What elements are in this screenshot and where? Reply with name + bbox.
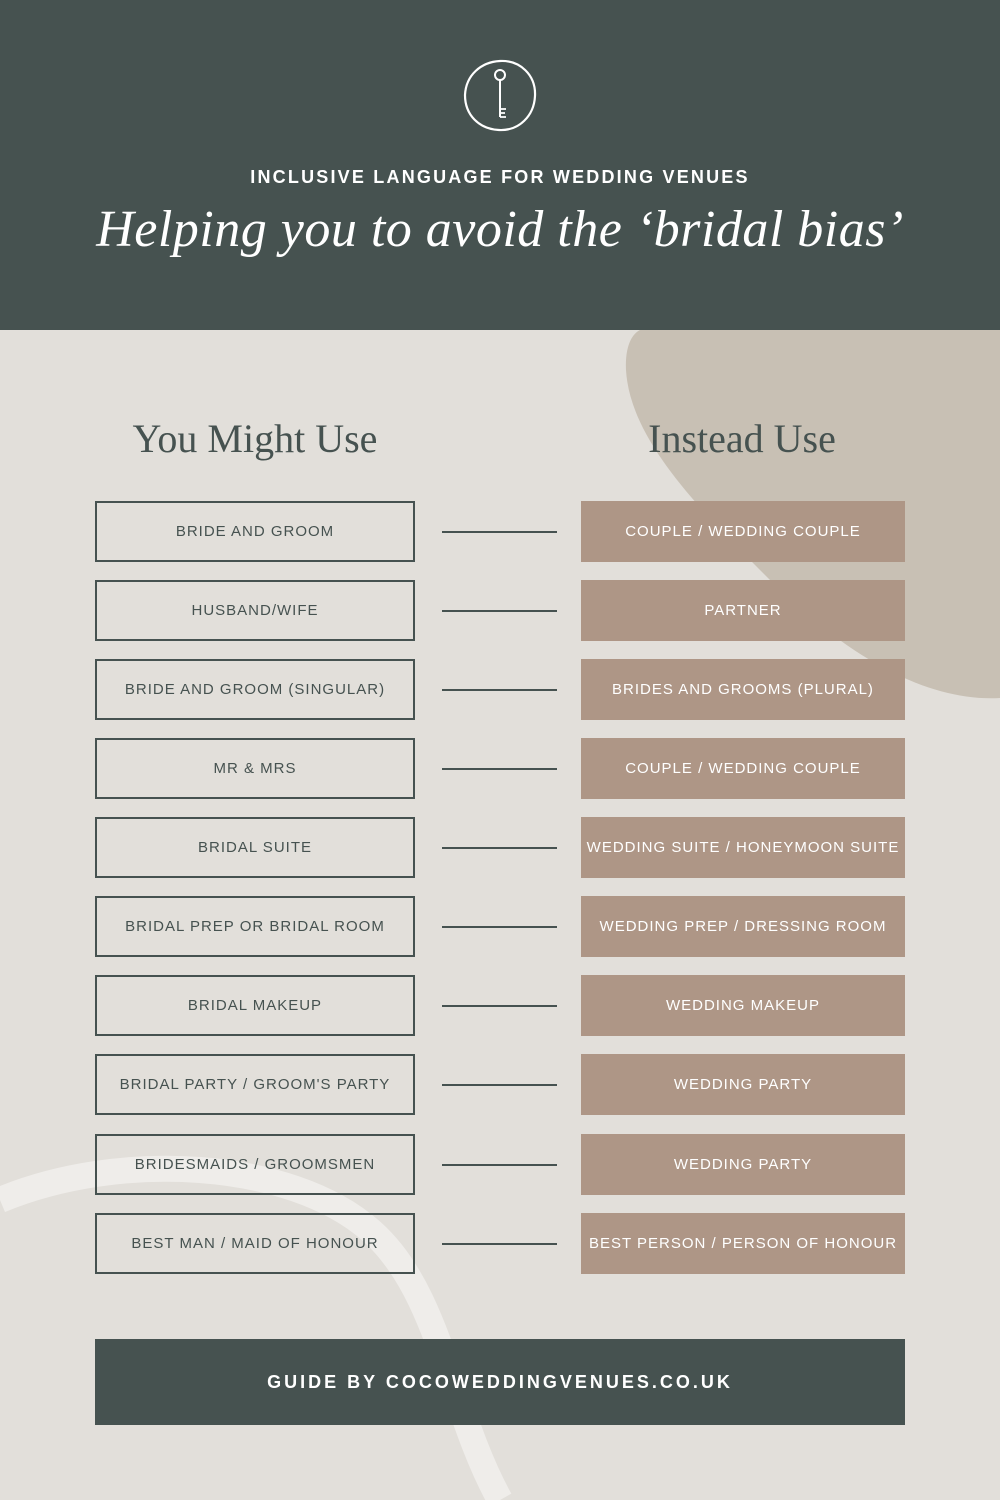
- term-row: [0, 1213, 1000, 1274]
- new-term: BEST PERSON / PERSON OF HONOUR: [581, 1213, 905, 1274]
- connector-line: [442, 531, 557, 533]
- connector-line: [442, 926, 557, 928]
- new-term: PARTNER: [581, 580, 905, 641]
- old-term: HUSBAND/WIFE: [95, 580, 415, 641]
- connector-line: [442, 610, 557, 612]
- term-row: [0, 1054, 1000, 1115]
- term-row: [0, 580, 1000, 641]
- page-title: Helping you to avoid the ‘bridal bias’: [96, 201, 904, 258]
- term-row: [0, 817, 1000, 878]
- old-term: BRIDAL PREP OR BRIDAL ROOM: [95, 896, 415, 957]
- new-term: COUPLE / WEDDING COUPLE: [581, 501, 905, 562]
- term-row: [0, 1134, 1000, 1195]
- old-term: MR & MRS: [95, 738, 415, 799]
- connector-line: [442, 768, 557, 770]
- term-row: [0, 975, 1000, 1036]
- new-term: BRIDES AND GROOMS (PLURAL): [581, 659, 905, 720]
- new-term: COUPLE / WEDDING COUPLE: [581, 738, 905, 799]
- old-term: BRIDE AND GROOM (SINGULAR): [95, 659, 415, 720]
- kicker-heading: INCLUSIVE LANGUAGE FOR WEDDING VENUES: [250, 167, 750, 187]
- header-banner: [0, 0, 1000, 330]
- term-row: [0, 659, 1000, 720]
- connector-line: [442, 1005, 557, 1007]
- footer-credit-banner: GUIDE BY COCOWEDDINGVENUES.CO.UK: [95, 1339, 905, 1425]
- new-term: WEDDING MAKEUP: [581, 975, 905, 1036]
- old-term: BRIDAL SUITE: [95, 817, 415, 878]
- new-term: WEDDING PARTY: [581, 1134, 905, 1195]
- column-title-you-might-use: You Might Use: [132, 416, 378, 461]
- key-in-circle-icon: [462, 59, 538, 133]
- connector-line: [442, 1164, 557, 1166]
- connector-line: [442, 847, 557, 849]
- old-term: BEST MAN / MAID OF HONOUR: [95, 1213, 415, 1274]
- connector-line: [442, 1243, 557, 1245]
- term-row: [0, 738, 1000, 799]
- new-term: WEDDING PREP / DRESSING ROOM: [581, 896, 905, 957]
- old-term: BRIDESMAIDS / GROOMSMEN: [95, 1134, 415, 1195]
- connector-line: [442, 689, 557, 691]
- old-term: BRIDAL PARTY / GROOM'S PARTY: [95, 1054, 415, 1115]
- old-term: BRIDAL MAKEUP: [95, 975, 415, 1036]
- new-term: WEDDING PARTY: [581, 1054, 905, 1115]
- old-term: BRIDE AND GROOM: [95, 501, 415, 562]
- connector-line: [442, 1084, 557, 1086]
- term-row: [0, 896, 1000, 957]
- new-term: WEDDING SUITE / HONEYMOON SUITE: [581, 817, 905, 878]
- column-title-instead-use: Instead Use: [648, 416, 836, 461]
- term-row: [0, 501, 1000, 562]
